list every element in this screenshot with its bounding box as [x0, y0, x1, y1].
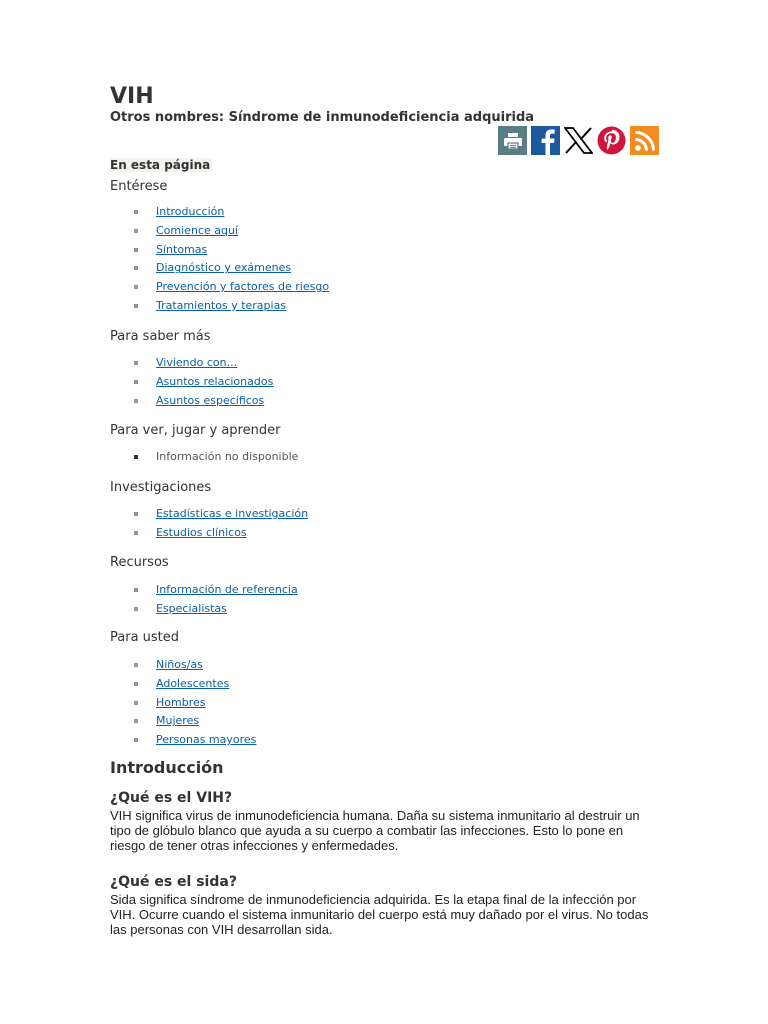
- list-item: [132, 713, 256, 732]
- link-prevencion[interactable]: Prevención y factores de riesgo: [156, 280, 330, 294]
- list-item: [132, 657, 256, 676]
- list-item: [132, 676, 256, 695]
- link-ninos[interactable]: Niños/as: [156, 658, 203, 671]
- section-para-usted: [110, 629, 658, 747]
- list-item: [132, 260, 329, 279]
- link-comience-aqui[interactable]: Comience aquí: [156, 223, 238, 237]
- list-item: [132, 242, 329, 261]
- section-heading: Recursos: [110, 555, 169, 570]
- rss-button[interactable]: [630, 126, 659, 155]
- link-introduccion[interactable]: Introducción: [156, 205, 225, 218]
- facebook-share-button[interactable]: [531, 126, 560, 155]
- print-icon: [503, 132, 523, 150]
- list-item: [132, 695, 256, 714]
- section-enterese: [110, 178, 658, 312]
- pinterest-icon: [597, 126, 626, 155]
- link-sintomas[interactable]: Síntomas: [156, 242, 208, 256]
- list-item: [132, 279, 329, 298]
- section-heading: Para ver, jugar y aprender: [110, 423, 281, 438]
- x-share-button[interactable]: [564, 126, 593, 155]
- answer-what-is-hiv: VIH significa virus de inmunodeficiencia humana. Daña su sistema inmunitario al destruir un tipo de glóbulo blanco que ayuda a su cuerpo a combatir las infecciones. Esto lo pone en riesgo de tener otras infecciones y enfermedades.: [110, 808, 640, 853]
- list-item: [132, 374, 273, 393]
- answer-what-is-aids: Sida significa síndrome de inmunodeficiencia adquirida. Es la etapa final de la infección por VIH. Ocurre cuando el sistema inmunitario del cuerpo está muy dañado por el virus. No todas las personas con VIH desarrollan sida.: [110, 892, 649, 937]
- list-item: [132, 525, 308, 544]
- section-heading: Investigaciones: [110, 480, 212, 495]
- link-especialistas[interactable]: Especialistas: [156, 601, 227, 615]
- section-links: [132, 204, 329, 317]
- section-links: [132, 582, 298, 620]
- section-para-saber-mas: [110, 328, 658, 407]
- section-links: [132, 355, 273, 411]
- list-item: [132, 582, 298, 601]
- list-item: [132, 223, 329, 242]
- section-links: [132, 506, 308, 544]
- list-item: [132, 204, 329, 223]
- link-asuntos-relacionados[interactable]: Asuntos relacionados: [156, 374, 274, 388]
- pinterest-share-button[interactable]: [597, 126, 626, 155]
- section-links: [132, 657, 256, 751]
- info-unavailable-text: Información no disponible: [156, 450, 299, 463]
- link-viviendo-con[interactable]: Viviendo con...: [156, 356, 238, 369]
- page-subtitle: Otros nombres: Síndrome de inmunodeficiencia adquirida: [110, 110, 535, 125]
- list-item: [132, 506, 308, 525]
- link-estudios-clinicos[interactable]: Estudios clínicos: [156, 525, 247, 539]
- list-item: [132, 601, 298, 620]
- print-button[interactable]: [498, 126, 527, 155]
- share-toolbar: [498, 126, 659, 155]
- link-estadisticas[interactable]: Estadísticas e investigación: [156, 507, 309, 520]
- section-recursos: [110, 554, 658, 615]
- link-hombres[interactable]: Hombres: [156, 695, 206, 709]
- list-item: [132, 449, 298, 468]
- link-asuntos-especificos[interactable]: Asuntos específicos: [156, 393, 265, 407]
- link-informacion-referencia[interactable]: Información de referencia: [156, 583, 298, 596]
- link-mujeres[interactable]: Mujeres: [156, 714, 200, 728]
- on-this-page-label: En esta página: [110, 158, 211, 172]
- section-heading: Entérese: [110, 179, 168, 194]
- link-tratamientos[interactable]: Tratamientos y terapias: [156, 298, 287, 312]
- list-item: [132, 355, 273, 374]
- section-para-ver-jugar: [110, 422, 658, 463]
- list-item: [132, 732, 256, 751]
- link-adolescentes[interactable]: Adolescentes: [156, 676, 230, 690]
- rss-icon: [634, 130, 656, 152]
- section-links: [132, 449, 298, 468]
- section-heading: Para usted: [110, 630, 180, 645]
- page-title: VIH: [110, 84, 154, 109]
- link-personas-mayores[interactable]: Personas mayores: [156, 733, 257, 747]
- question-what-is-hiv: ¿Qué es el VIH?: [110, 790, 233, 806]
- facebook-icon: [531, 126, 560, 155]
- section-investigaciones: [110, 479, 658, 539]
- x-icon: [564, 127, 593, 154]
- question-what-is-aids: ¿Qué es el sida?: [110, 874, 237, 890]
- list-item: [132, 393, 273, 412]
- intro-heading: Introducción: [110, 758, 224, 777]
- list-item: [132, 298, 329, 317]
- link-diagnostico[interactable]: Diagnóstico y exámenes: [156, 261, 292, 275]
- section-heading: Para saber más: [110, 329, 211, 344]
